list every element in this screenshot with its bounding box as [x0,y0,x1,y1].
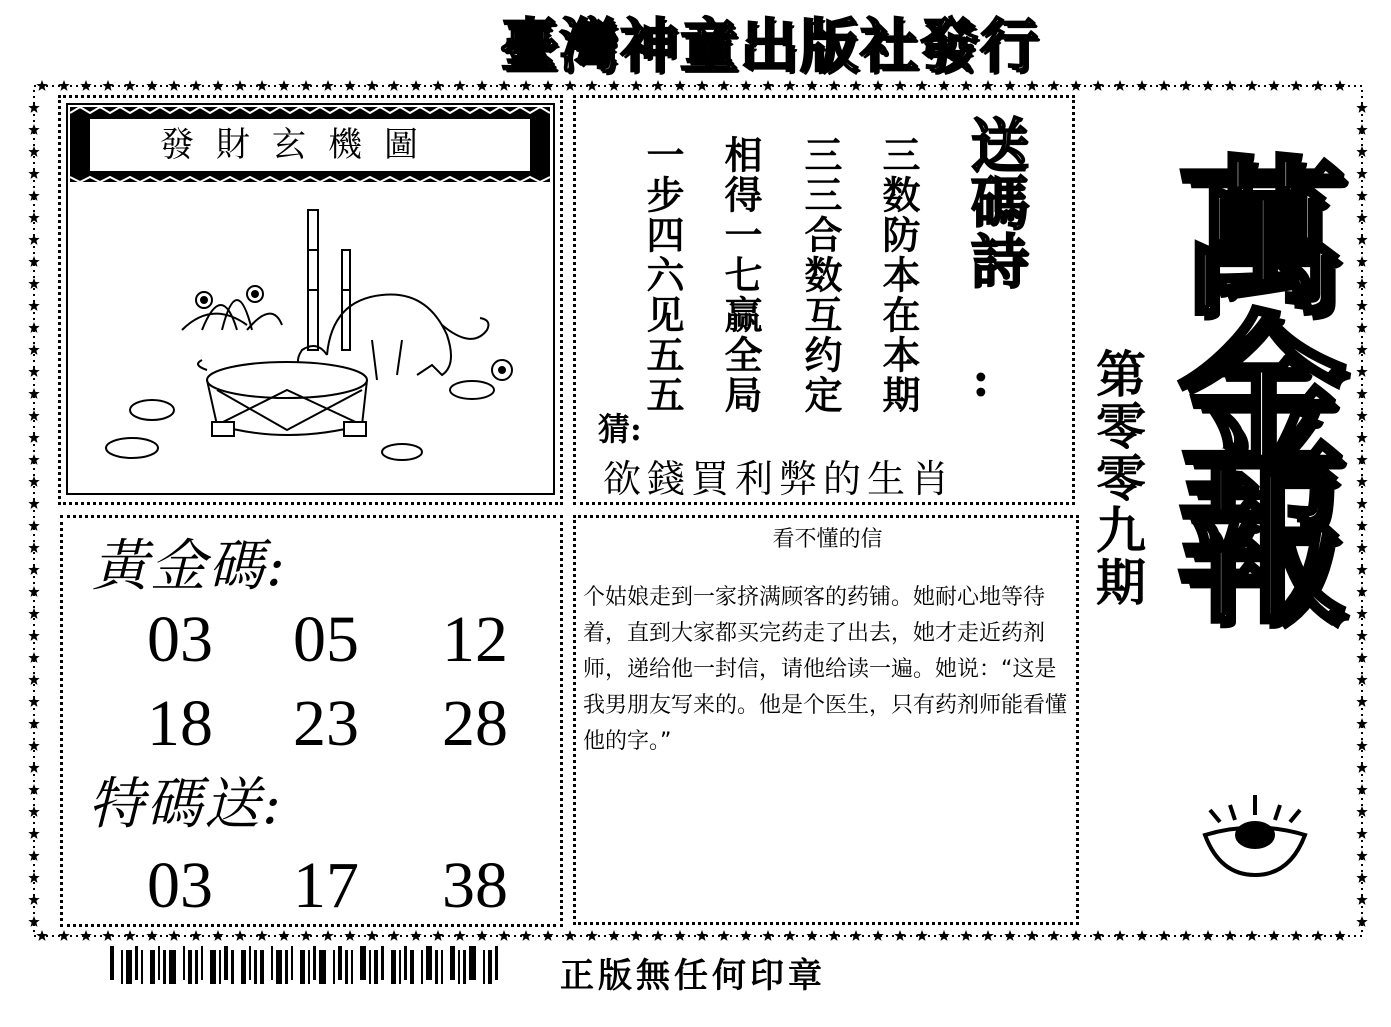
authenticity-note: 正版無任何印章 [560,956,826,996]
cat-illustration [72,190,550,488]
gold-number: 23 [293,687,359,760]
gold-number: 28 [442,687,508,760]
gold-code-label: 黃金碼: [92,534,287,599]
special-number: 17 [293,849,359,922]
picture-title: 發財玄機圖 [160,125,440,165]
verse-title-colon: : [972,352,990,408]
gold-number: 03 [147,603,213,676]
story-body: 个姑娘走到一家挤满顾客的药铺。她耐心地等待着，直到大家都买完药走了出去，她才走近药剂师，递给他一封信，请他给读一遍。她说：“这是我男朋友写来的。他是个医生，只有药剂师能看懂他的字。” [583,585,1068,754]
gold-ingot-icon [1195,780,1315,880]
gold-number: 18 [147,687,213,760]
verse-line-3: 相得一七赢全局 [718,135,763,415]
gold-number: 05 [293,603,359,676]
special-number: 03 [147,849,213,922]
verse-line-2: 三三合数互约定 [798,135,843,415]
special-code-label: 特碼送: [88,772,283,837]
verse-line-1: 三数防本在本期 [876,135,921,415]
story-title: 看不懂的信 [772,527,883,552]
gold-number: 12 [442,603,508,676]
special-number: 38 [442,849,508,922]
verse-title: 送碼詩 [961,115,1029,289]
guess-label: 猜: [598,410,642,448]
brand-title: 萬金報 [1151,150,1349,612]
guess-text: 欲錢買利弊的生肖 [603,457,956,501]
verse-line-4: 一步四六见五五 [640,135,685,415]
barcode [110,946,500,984]
publisher-heading: 臺灣神童出版社發行 [499,12,1040,80]
issue-number: 第零零九期 [1088,348,1146,608]
